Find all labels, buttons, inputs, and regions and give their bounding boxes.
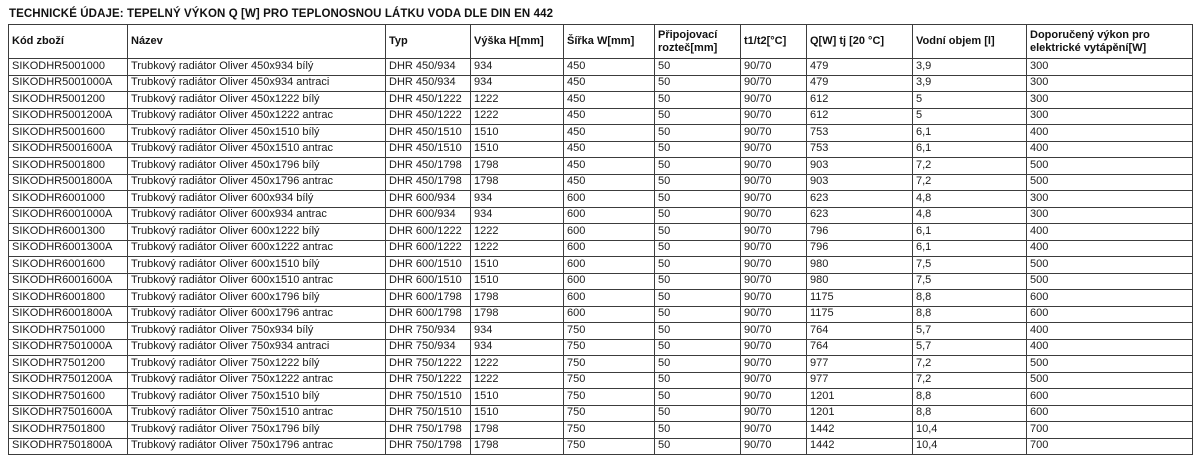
cell: 700 <box>1027 438 1193 455</box>
cell: 6,1 <box>913 224 1027 241</box>
cell: Trubkový radiátor Oliver 600x1796 bílý <box>128 290 386 307</box>
cell: DHR 600/934 <box>386 191 471 208</box>
cell: Trubkový radiátor Oliver 600x934 antrac <box>128 207 386 224</box>
cell: Trubkový radiátor Oliver 750x1222 bílý <box>128 356 386 373</box>
cell: DHR 450/1510 <box>386 141 471 158</box>
cell: 300 <box>1027 207 1193 224</box>
cell: 1798 <box>471 158 564 175</box>
cell: 1798 <box>471 290 564 307</box>
cell: 612 <box>807 92 913 109</box>
cell: 1222 <box>471 108 564 125</box>
cell: 5,7 <box>913 323 1027 340</box>
cell: SIKODHR7501600A <box>9 405 128 422</box>
cell: 450 <box>564 108 655 125</box>
cell: 300 <box>1027 92 1193 109</box>
cell: Trubkový radiátor Oliver 450x934 bílý <box>128 59 386 76</box>
cell: DHR 450/934 <box>386 59 471 76</box>
cell: 400 <box>1027 240 1193 257</box>
cell: 450 <box>564 125 655 142</box>
cell: 934 <box>471 59 564 76</box>
cell: 1510 <box>471 405 564 422</box>
cell: 600 <box>564 207 655 224</box>
cell: 50 <box>655 207 741 224</box>
cell: 1798 <box>471 438 564 455</box>
cell: 90/70 <box>741 59 807 76</box>
cell: 5 <box>913 108 1027 125</box>
cell: 450 <box>564 92 655 109</box>
cell: DHR 450/934 <box>386 75 471 92</box>
cell: DHR 450/1222 <box>386 108 471 125</box>
cell: 90/70 <box>741 306 807 323</box>
cell: 980 <box>807 257 913 274</box>
cell: 7,2 <box>913 174 1027 191</box>
cell: 479 <box>807 59 913 76</box>
cell: SIKODHR6001300 <box>9 224 128 241</box>
cell: 7,5 <box>913 257 1027 274</box>
cell: SIKODHR6001600 <box>9 257 128 274</box>
cell: 90/70 <box>741 207 807 224</box>
header-row <box>9 25 1193 59</box>
cell: 750 <box>564 438 655 455</box>
cell: 7,2 <box>913 158 1027 175</box>
cell: 50 <box>655 356 741 373</box>
cell: SIKODHR7501000A <box>9 339 128 356</box>
cell: 1222 <box>471 240 564 257</box>
cell: 753 <box>807 141 913 158</box>
column-header: Q[W] tj [20 °C] <box>807 25 913 59</box>
cell: 90/70 <box>741 257 807 274</box>
cell: DHR 600/1222 <box>386 224 471 241</box>
table-row <box>9 323 1193 340</box>
cell: 400 <box>1027 339 1193 356</box>
cell: 4,8 <box>913 191 1027 208</box>
cell: 50 <box>655 59 741 76</box>
cell: Trubkový radiátor Oliver 450x1796 bílý <box>128 158 386 175</box>
cell: 903 <box>807 158 913 175</box>
cell: 450 <box>564 59 655 76</box>
cell: 90/70 <box>741 224 807 241</box>
cell: 796 <box>807 240 913 257</box>
cell: Trubkový radiátor Oliver 450x934 antraci <box>128 75 386 92</box>
cell: 980 <box>807 273 913 290</box>
cell: DHR 600/1798 <box>386 290 471 307</box>
table-row <box>9 158 1193 175</box>
cell: 7,2 <box>913 356 1027 373</box>
cell: 1798 <box>471 306 564 323</box>
cell: 90/70 <box>741 75 807 92</box>
cell: 1442 <box>807 422 913 439</box>
table-row <box>9 191 1193 208</box>
cell: 300 <box>1027 108 1193 125</box>
cell: 600 <box>564 240 655 257</box>
cell: 50 <box>655 323 741 340</box>
cell: 90/70 <box>741 339 807 356</box>
column-header: Název <box>128 25 386 59</box>
cell: DHR 600/1222 <box>386 240 471 257</box>
cell: 934 <box>471 191 564 208</box>
cell: DHR 450/1222 <box>386 92 471 109</box>
table-row <box>9 339 1193 356</box>
column-header: Vodní objem [l] <box>913 25 1027 59</box>
cell: 612 <box>807 108 913 125</box>
cell: 50 <box>655 224 741 241</box>
cell: Trubkový radiátor Oliver 750x1222 antrac <box>128 372 386 389</box>
cell: SIKODHR7501600 <box>9 389 128 406</box>
cell: 10,4 <box>913 438 1027 455</box>
cell: Trubkový radiátor Oliver 450x1510 bílý <box>128 125 386 142</box>
cell: 1201 <box>807 405 913 422</box>
cell: 500 <box>1027 174 1193 191</box>
cell: 50 <box>655 372 741 389</box>
cell: SIKODHR7501800 <box>9 422 128 439</box>
cell: 50 <box>655 125 741 142</box>
cell: 750 <box>564 405 655 422</box>
cell: 750 <box>564 323 655 340</box>
column-header: Kód zboží <box>9 25 128 59</box>
cell: 90/70 <box>741 273 807 290</box>
cell: 1510 <box>471 141 564 158</box>
table-row <box>9 108 1193 125</box>
cell: Trubkový radiátor Oliver 600x1222 bílý <box>128 224 386 241</box>
cell: 500 <box>1027 356 1193 373</box>
cell: 8,8 <box>913 405 1027 422</box>
cell: 90/70 <box>741 92 807 109</box>
cell: 479 <box>807 75 913 92</box>
cell: 764 <box>807 339 913 356</box>
table-row <box>9 92 1193 109</box>
cell: 1510 <box>471 125 564 142</box>
cell: 50 <box>655 389 741 406</box>
cell: 934 <box>471 339 564 356</box>
cell: 90/70 <box>741 389 807 406</box>
cell: DHR 750/1798 <box>386 422 471 439</box>
cell: DHR 450/1510 <box>386 125 471 142</box>
table-row <box>9 290 1193 307</box>
cell: SIKODHR5001800 <box>9 158 128 175</box>
cell: Trubkový radiátor Oliver 750x1510 antrac <box>128 405 386 422</box>
cell: 8,8 <box>913 306 1027 323</box>
cell: 1798 <box>471 174 564 191</box>
table-row <box>9 306 1193 323</box>
cell: SIKODHR6001000A <box>9 207 128 224</box>
cell: 1175 <box>807 306 913 323</box>
cell: 5,7 <box>913 339 1027 356</box>
cell: 600 <box>1027 290 1193 307</box>
cell: DHR 750/934 <box>386 339 471 356</box>
cell: 903 <box>807 174 913 191</box>
cell: 450 <box>564 174 655 191</box>
cell: 50 <box>655 405 741 422</box>
cell: SIKODHR7501200A <box>9 372 128 389</box>
cell: 400 <box>1027 224 1193 241</box>
cell: 750 <box>564 339 655 356</box>
table-row <box>9 372 1193 389</box>
page-title: TECHNICKÉ ÚDAJE: TEPELNÝ VÝKON Q [W] PRO TEPLONOSNOU LÁTKU VODA DLE DIN EN 442 <box>9 8 554 20</box>
cell: 623 <box>807 191 913 208</box>
cell: 1510 <box>471 273 564 290</box>
cell: 600 <box>564 290 655 307</box>
cell: 1510 <box>471 389 564 406</box>
table-row <box>9 273 1193 290</box>
cell: SIKODHR5001800A <box>9 174 128 191</box>
table-row <box>9 389 1193 406</box>
cell: 3,9 <box>913 75 1027 92</box>
cell: 1222 <box>471 224 564 241</box>
table-row <box>9 141 1193 158</box>
column-header: Šířka W[mm] <box>564 25 655 59</box>
cell: 90/70 <box>741 372 807 389</box>
column-header: Typ <box>386 25 471 59</box>
column-header: Výška H[mm] <box>471 25 564 59</box>
cell: 600 <box>564 224 655 241</box>
cell: 90/70 <box>741 356 807 373</box>
cell: 50 <box>655 339 741 356</box>
cell: 300 <box>1027 191 1193 208</box>
cell: DHR 600/1510 <box>386 257 471 274</box>
cell: SIKODHR5001000 <box>9 59 128 76</box>
cell: 600 <box>1027 405 1193 422</box>
cell: SIKODHR5001200 <box>9 92 128 109</box>
cell: 8,8 <box>913 290 1027 307</box>
cell: 4,8 <box>913 207 1027 224</box>
cell: 750 <box>564 389 655 406</box>
cell: DHR 450/1798 <box>386 174 471 191</box>
table-row <box>9 405 1193 422</box>
cell: Trubkový radiátor Oliver 750x934 antraci <box>128 339 386 356</box>
cell: 50 <box>655 273 741 290</box>
cell: SIKODHR7501000 <box>9 323 128 340</box>
cell: Trubkový radiátor Oliver 450x1222 bílý <box>128 92 386 109</box>
column-header: Doporučený výkon pro elektrické vytápění[W] <box>1027 25 1193 59</box>
cell: 6,1 <box>913 240 1027 257</box>
cell: DHR 750/1798 <box>386 438 471 455</box>
table-row <box>9 257 1193 274</box>
table-header-row <box>9 25 1193 59</box>
cell: Trubkový radiátor Oliver 750x1796 bílý <box>128 422 386 439</box>
cell: 50 <box>655 141 741 158</box>
cell: 1222 <box>471 372 564 389</box>
cell: 50 <box>655 75 741 92</box>
cell: Trubkový radiátor Oliver 750x1510 bílý <box>128 389 386 406</box>
cell: 977 <box>807 356 913 373</box>
cell: 90/70 <box>741 191 807 208</box>
cell: 450 <box>564 141 655 158</box>
cell: 600 <box>1027 306 1193 323</box>
cell: Trubkový radiátor Oliver 600x1796 antrac <box>128 306 386 323</box>
table-row <box>9 59 1193 76</box>
cell: 623 <box>807 207 913 224</box>
cell: Trubkový radiátor Oliver 600x934 bílý <box>128 191 386 208</box>
cell: DHR 600/1510 <box>386 273 471 290</box>
cell: Trubkový radiátor Oliver 600x1510 bílý <box>128 257 386 274</box>
cell: 90/70 <box>741 240 807 257</box>
cell: DHR 750/1510 <box>386 405 471 422</box>
cell: DHR 750/934 <box>386 323 471 340</box>
cell: 90/70 <box>741 438 807 455</box>
cell: 7,5 <box>913 273 1027 290</box>
cell: SIKODHR6001000 <box>9 191 128 208</box>
cell: 50 <box>655 257 741 274</box>
cell: 600 <box>564 257 655 274</box>
cell: 934 <box>471 207 564 224</box>
cell: 450 <box>564 75 655 92</box>
radiator-spec-table <box>8 24 1193 455</box>
cell: 500 <box>1027 257 1193 274</box>
cell: Trubkový radiátor Oliver 450x1510 antrac <box>128 141 386 158</box>
cell: 50 <box>655 92 741 109</box>
cell: 3,9 <box>913 59 1027 76</box>
cell: 600 <box>564 273 655 290</box>
cell: 90/70 <box>741 158 807 175</box>
cell: SIKODHR5001000A <box>9 75 128 92</box>
cell: 7,2 <box>913 372 1027 389</box>
cell: 90/70 <box>741 422 807 439</box>
cell: 1201 <box>807 389 913 406</box>
cell: 753 <box>807 125 913 142</box>
cell: 400 <box>1027 141 1193 158</box>
cell: Trubkový radiátor Oliver 450x1796 antrac <box>128 174 386 191</box>
cell: 300 <box>1027 59 1193 76</box>
cell: 400 <box>1027 125 1193 142</box>
cell: 50 <box>655 438 741 455</box>
cell: Trubkový radiátor Oliver 750x1796 antrac <box>128 438 386 455</box>
cell: 1222 <box>471 92 564 109</box>
table-row <box>9 174 1193 191</box>
cell: DHR 450/1798 <box>386 158 471 175</box>
cell: 50 <box>655 306 741 323</box>
cell: 90/70 <box>741 141 807 158</box>
cell: 50 <box>655 174 741 191</box>
table-row <box>9 125 1193 142</box>
cell: 1442 <box>807 438 913 455</box>
cell: DHR 750/1222 <box>386 356 471 373</box>
cell: Trubkový radiátor Oliver 600x1510 antrac <box>128 273 386 290</box>
table-body <box>9 59 1193 455</box>
cell: 50 <box>655 290 741 307</box>
cell: 400 <box>1027 323 1193 340</box>
cell: DHR 600/934 <box>386 207 471 224</box>
cell: 50 <box>655 240 741 257</box>
cell: 700 <box>1027 422 1193 439</box>
cell: 90/70 <box>741 125 807 142</box>
cell: 1222 <box>471 356 564 373</box>
cell: 1175 <box>807 290 913 307</box>
cell: 977 <box>807 372 913 389</box>
cell: Trubkový radiátor Oliver 750x934 bílý <box>128 323 386 340</box>
cell: 500 <box>1027 158 1193 175</box>
cell: 934 <box>471 323 564 340</box>
table-row <box>9 75 1193 92</box>
cell: 50 <box>655 191 741 208</box>
table-row <box>9 438 1193 455</box>
cell: 600 <box>564 306 655 323</box>
cell: 8,8 <box>913 389 1027 406</box>
cell: 1798 <box>471 422 564 439</box>
cell: 90/70 <box>741 323 807 340</box>
cell: SIKODHR7501800A <box>9 438 128 455</box>
table-row <box>9 240 1193 257</box>
table-row <box>9 224 1193 241</box>
table-row <box>9 207 1193 224</box>
cell: SIKODHR6001600A <box>9 273 128 290</box>
cell: 750 <box>564 372 655 389</box>
cell: DHR 750/1510 <box>386 389 471 406</box>
column-header: Připojovací rozteč[mm] <box>655 25 741 59</box>
cell: 300 <box>1027 75 1193 92</box>
cell: Trubkový radiátor Oliver 450x1222 antrac <box>128 108 386 125</box>
cell: 450 <box>564 158 655 175</box>
cell: 50 <box>655 158 741 175</box>
cell: 10,4 <box>913 422 1027 439</box>
cell: 90/70 <box>741 174 807 191</box>
cell: 934 <box>471 75 564 92</box>
cell: SIKODHR6001300A <box>9 240 128 257</box>
cell: SIKODHR6001800 <box>9 290 128 307</box>
cell: 5 <box>913 92 1027 109</box>
cell: 6,1 <box>913 125 1027 142</box>
cell: 50 <box>655 108 741 125</box>
cell: 90/70 <box>741 290 807 307</box>
table-row <box>9 422 1193 439</box>
cell: 90/70 <box>741 405 807 422</box>
cell: 1510 <box>471 257 564 274</box>
cell: 50 <box>655 422 741 439</box>
cell: 750 <box>564 422 655 439</box>
column-header: t1/t2[°C] <box>741 25 807 59</box>
cell: SIKODHR6001800A <box>9 306 128 323</box>
cell: 500 <box>1027 273 1193 290</box>
cell: 90/70 <box>741 108 807 125</box>
cell: 600 <box>1027 389 1193 406</box>
cell: 600 <box>564 191 655 208</box>
cell: 500 <box>1027 372 1193 389</box>
cell: SIKODHR5001200A <box>9 108 128 125</box>
cell: 750 <box>564 356 655 373</box>
cell: DHR 600/1798 <box>386 306 471 323</box>
cell: 6,1 <box>913 141 1027 158</box>
cell: SIKODHR7501200 <box>9 356 128 373</box>
cell: Trubkový radiátor Oliver 600x1222 antrac <box>128 240 386 257</box>
cell: 796 <box>807 224 913 241</box>
table-row <box>9 356 1193 373</box>
cell: DHR 750/1222 <box>386 372 471 389</box>
cell: SIKODHR5001600A <box>9 141 128 158</box>
cell: SIKODHR5001600 <box>9 125 128 142</box>
cell: 764 <box>807 323 913 340</box>
